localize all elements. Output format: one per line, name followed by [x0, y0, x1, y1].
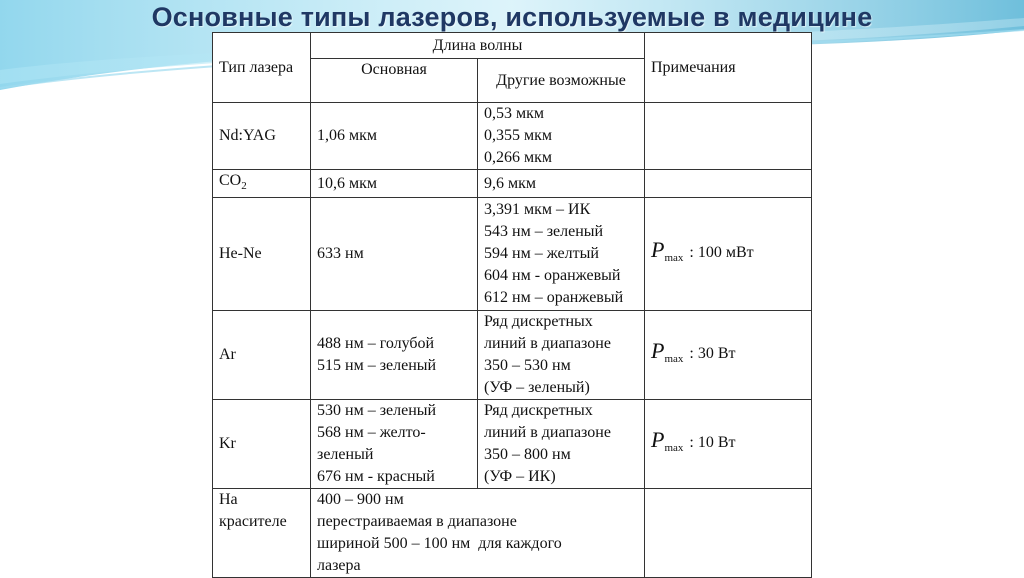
cell-line: 350 – 530 нм [484, 357, 571, 374]
cell-note [645, 170, 812, 198]
cell-other [478, 198, 645, 311]
power-subscript: max [664, 353, 684, 365]
table-header-row [213, 33, 812, 59]
cell-line: линий в диапазоне [484, 424, 611, 441]
cell-note [645, 103, 812, 170]
power-symbol: P [651, 427, 665, 452]
cell-other [478, 400, 645, 489]
cell-type: Ar [213, 311, 311, 400]
table-row [213, 311, 812, 400]
cell-line: линий в диапазоне [484, 335, 611, 352]
header-type: Тип лазера [213, 33, 311, 103]
header-wavelength: Длина волны [311, 33, 645, 59]
cell-note [645, 198, 812, 311]
cell-line: 9,6 мкм [484, 174, 537, 192]
cell-line: Ряд дискретных [484, 313, 593, 330]
cell-note [645, 489, 812, 578]
cell-type: На красителе [213, 489, 311, 578]
header-notes: Примечания [645, 33, 812, 103]
cell-line: 515 нм – зеленый [317, 357, 437, 374]
cell-main [311, 311, 478, 400]
cell-note [645, 311, 812, 400]
cell-line: 400 – 900 нм [317, 491, 404, 508]
cell-type-text: CO [219, 172, 242, 189]
power-value: 30 Вт [697, 345, 736, 362]
cell-line: Ряд дискретных [484, 402, 593, 419]
cell-line: зеленый [317, 446, 374, 463]
table-row [213, 400, 812, 489]
table-row [213, 170, 812, 198]
cell-main [311, 198, 478, 311]
cell-line: 568 нм – желто- [317, 424, 426, 441]
slide-title: Основные типы лазеров, используемые в медицине [151, 2, 873, 32]
cell-line: (УФ – ИК) [484, 468, 556, 485]
power-symbol: P [651, 338, 665, 363]
cell-other [478, 103, 645, 170]
cell-line: шириной 500 – 100 нм для каждого [317, 535, 562, 552]
cell-line: лазера [317, 557, 361, 574]
power-symbol: P [651, 237, 665, 262]
cell-line: 594 нм – желтый [484, 245, 599, 262]
cell-other [478, 311, 645, 400]
cell-line: 633 нм [317, 245, 364, 262]
table-row [213, 103, 812, 170]
cell-main [311, 170, 478, 198]
cell-other [478, 170, 645, 198]
colon: : [689, 244, 694, 261]
power-value: 10 Вт [697, 434, 736, 451]
power-value: 100 мВт [697, 244, 754, 261]
header-other: Другие возможные [478, 59, 645, 103]
power-subscript: max [664, 252, 684, 264]
cell-type [213, 170, 311, 198]
table-row [213, 198, 812, 311]
colon: : [689, 434, 694, 451]
cell-type: He-Ne [213, 198, 311, 311]
cell-line: перестраиваемая в диапазоне [317, 513, 517, 530]
cell-line: 0,266 мкм [484, 149, 553, 166]
cell-line: 530 нм – зеленый [317, 402, 437, 419]
cell-main [311, 103, 478, 170]
cell-line: 0,53 мкм [484, 105, 545, 122]
cell-type: Nd:YAG [213, 103, 311, 170]
cell-line: 612 нм – оранжевый [484, 289, 624, 306]
cell-span [311, 489, 645, 578]
cell-line: 676 нм - красный [317, 468, 435, 485]
cell-line: 488 нм – голубой [317, 335, 435, 352]
subscript: 2 [241, 180, 247, 192]
laser-types-table [212, 32, 812, 578]
cell-note [645, 400, 812, 489]
cell-line: 0,355 мкм [484, 127, 553, 144]
cell-line: 3,391 мкм – ИК [484, 201, 591, 218]
header-main: Основная [311, 59, 478, 103]
cell-type: Kr [213, 400, 311, 489]
cell-line: 543 нм – зеленый [484, 223, 604, 240]
cell-line: (УФ – зеленый) [484, 379, 590, 396]
power-subscript: max [664, 442, 684, 454]
cell-line: 350 – 800 нм [484, 446, 571, 463]
colon: : [689, 345, 694, 362]
cell-line: 604 нм - оранжевый [484, 267, 621, 284]
cell-line: 10,6 мкм [317, 174, 378, 192]
table-row [213, 489, 812, 578]
cell-main [311, 400, 478, 489]
cell-line: 1,06 мкм [317, 127, 378, 144]
